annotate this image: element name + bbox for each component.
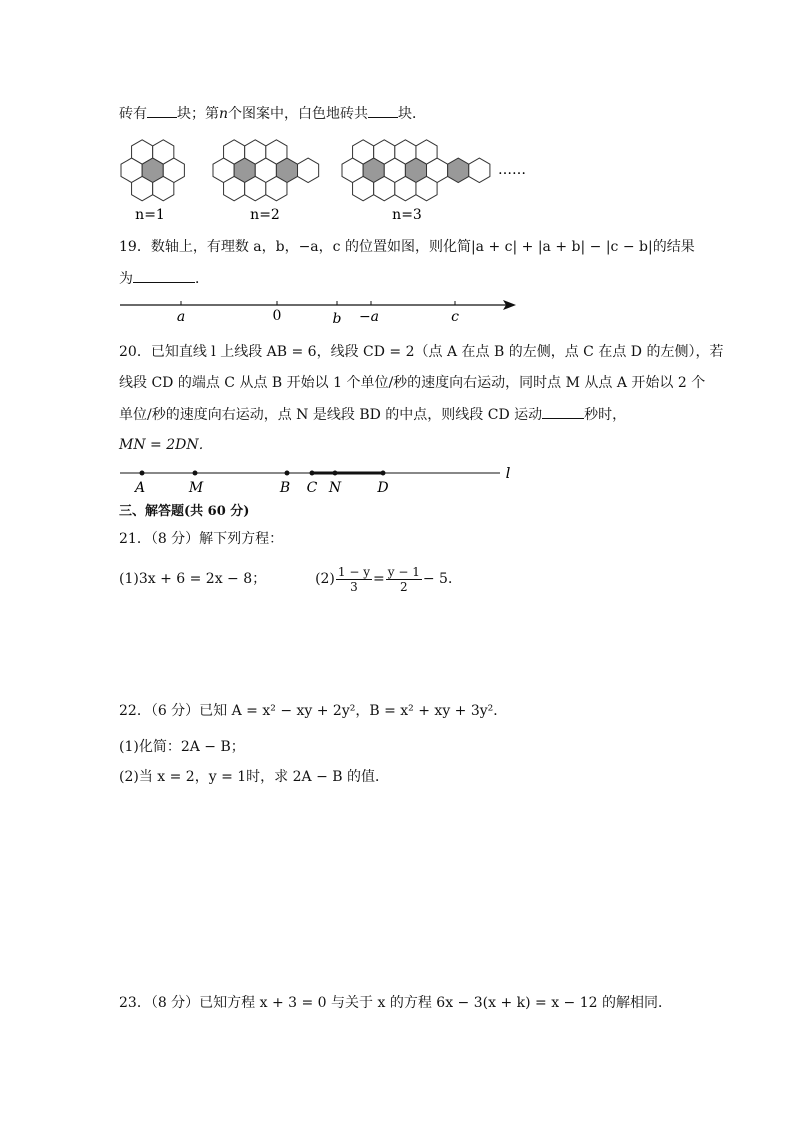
q20-label-a: A xyxy=(134,480,146,496)
q20-label-line-l: l xyxy=(505,464,511,482)
q19-answer-blank xyxy=(133,268,195,283)
hex-figure-label: n=1 xyxy=(135,207,165,223)
q19-label-neg-a: −a xyxy=(358,309,380,325)
q20-point-n xyxy=(333,471,338,476)
q19-label-c: c xyxy=(451,309,459,325)
hex-gray-tile xyxy=(448,158,469,182)
q18-text-1: 砖有 xyxy=(119,106,147,122)
q20-point-a xyxy=(140,471,145,476)
q18-var-n: n xyxy=(219,106,229,122)
q21-fraction-1: $\frac{1 - y}{3}$ xyxy=(337,564,371,594)
q20-label-d: D xyxy=(377,480,389,496)
q18-tail-line xyxy=(119,103,426,124)
q20-line-3: 单位/秒的速度向右运动，点 N 是线段 BD 的中点，则线段 CD 运动 秒时， xyxy=(119,404,626,425)
q18-text-3: 个图案中，白色地砖共 xyxy=(228,106,369,122)
q21-part-1: (1)3x + 6 = 2x − 8； xyxy=(119,571,267,587)
q19-number-line xyxy=(0,292,794,332)
q20-point-c xyxy=(310,471,315,476)
q19-line-1: 19．数轴上，有理数 a，b，−a，c 的位置如图，则化简|a + c| + |a + b| − |c − b|的结果 xyxy=(119,239,695,255)
q20-line-1: 20．已知直线 l 上线段 AB = 6，线段 CD = 2（点 A 在点 B 的左侧，点 C 在点 D 的左侧），若 xyxy=(119,344,724,360)
q20-line-diagram xyxy=(0,460,794,500)
q18-blank-1 xyxy=(147,103,177,118)
q20-point-m xyxy=(193,471,198,476)
q21-fraction-2: $\frac{y - 1}{2}$ xyxy=(387,564,420,594)
q22-part-1: (1)化简：2A − B； xyxy=(119,739,245,755)
q21-part-2-prefix: (2) xyxy=(315,571,335,587)
q21-parts: (1)3x + 6 = 2x − 8； (2) $\frac{1 - y}{3}$ = $\frac{y - 1}{2}$ − 5． xyxy=(119,564,462,594)
q20-label-m: M xyxy=(188,480,204,496)
q20-point-d xyxy=(381,471,386,476)
q18-text-4: 块． xyxy=(398,106,427,122)
hexagon-tiling-figures xyxy=(0,128,794,228)
q20-point-b xyxy=(285,471,290,476)
q20-label-n: N xyxy=(328,480,342,496)
section-3-title: 三、解答题(共 60 分) xyxy=(119,504,250,519)
q20-label-c: C xyxy=(306,480,318,496)
q18-text-2: 块；第 xyxy=(177,106,219,122)
q20-line-4: MN = 2DN． xyxy=(119,437,213,453)
q22-part-2: (2)当 x = 2，y = 1时，求 2A − B 的值． xyxy=(119,769,389,785)
hex-white-tile xyxy=(298,158,319,182)
q20-line-2: 线段 CD 的端点 C 从点 B 开始以 1 个单位/秒的速度向右运动，同时点 M 从点 A 开始以 2 个 xyxy=(119,375,706,391)
q20-answer-blank xyxy=(542,404,584,419)
q19-label-a: a xyxy=(176,309,186,325)
q21-title: 21．（8 分）解下列方程： xyxy=(119,531,284,547)
hex-figure-label: n=3 xyxy=(392,207,422,223)
q18-blank-2 xyxy=(368,103,398,118)
q20-label-b: B xyxy=(279,480,291,496)
q22-title: 22．（6 分）已知 A = x² − xy + 2y²，B = x² + xy + 3y²． xyxy=(119,703,508,719)
q19-label-0: 0 xyxy=(272,308,282,324)
hex-figure-label: n=2 xyxy=(250,207,280,223)
q19-label-b: b xyxy=(332,311,342,327)
q23-title: 23．（8 分）已知方程 x + 3 = 0 与关于 x 的方程 6x − 3(x + k) = x − 12 的解相同． xyxy=(119,995,672,1011)
ellipsis: …… xyxy=(498,162,526,178)
q19-line-2: 为 ． xyxy=(119,268,209,289)
hex-white-tile xyxy=(469,158,490,182)
